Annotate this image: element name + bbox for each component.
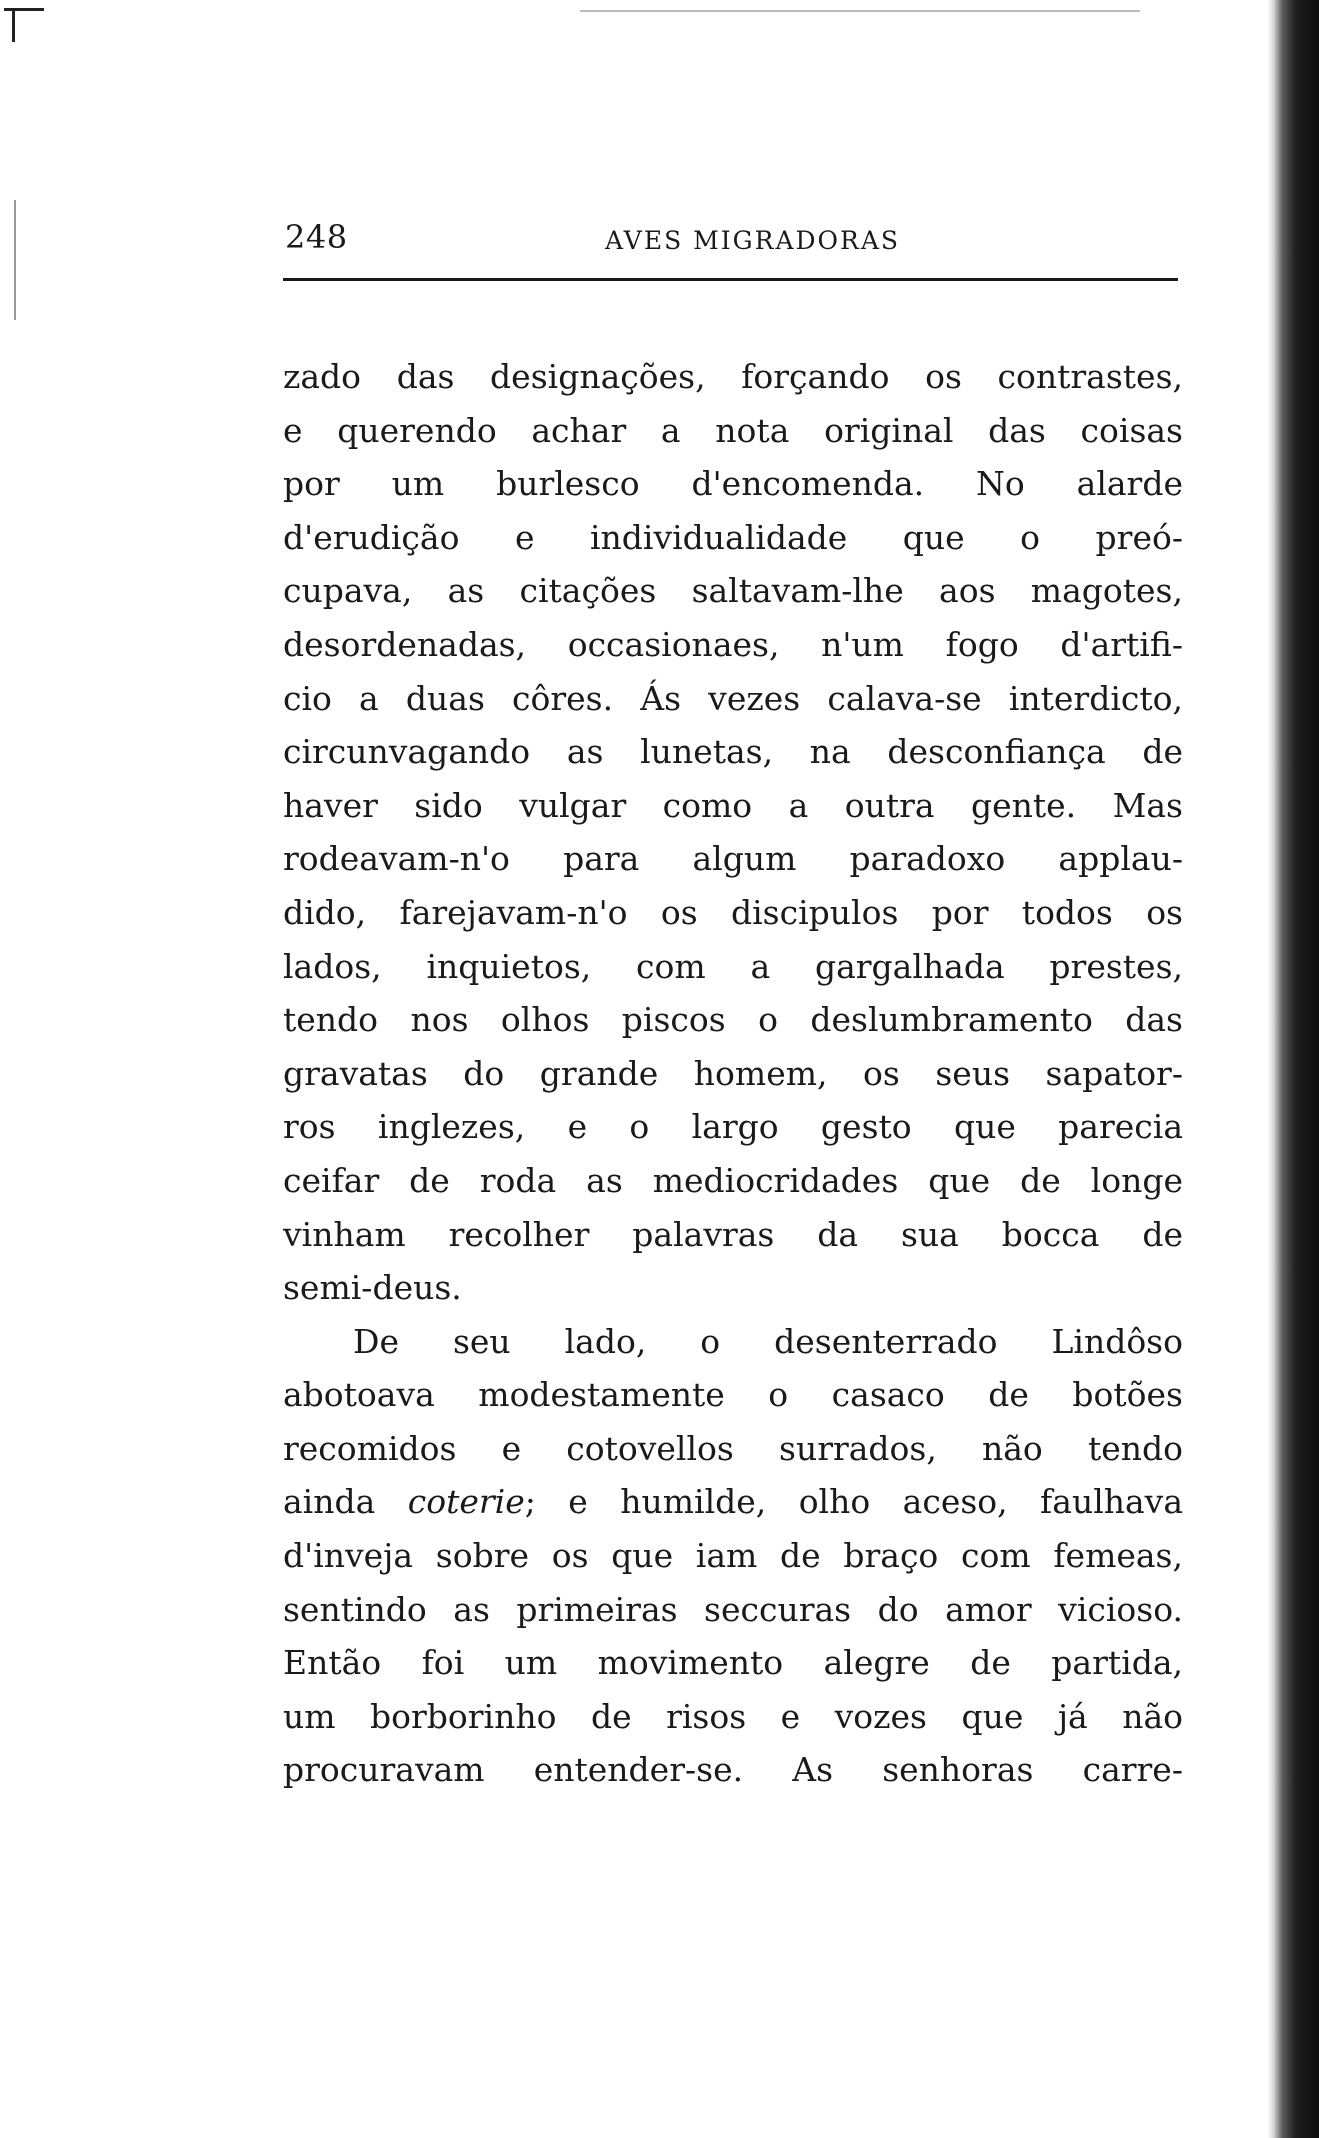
text-segment: ; e humilde, olho aceso, faulhava [524,1482,1184,1522]
text-line: vinham recolher palavras da sua bocca de [283,1214,1183,1254]
page-header [285,218,1185,262]
text-line: zado das designações, forçando os contrastes, [283,357,1183,396]
text-line: haver sido vulgar como a outra gente. Mas [283,785,1183,825]
text-line: ros inglezes, e o largo gesto que parecia [283,1107,1183,1147]
text-line: circunvagando as lunetas, na desconfiança de [283,732,1183,772]
text-line: e querendo achar a nota original das coisas [283,410,1183,450]
left-margin-mark [14,200,16,320]
text-line-paragraph-start: De seu lado, o desenterrado Lindôso [353,1321,1183,1361]
header-rule [283,278,1178,281]
text-line: lados, inquietos, com a gargalhada prestes, [283,946,1183,986]
text-line: cupava, as citações saltavam-lhe aos magotes, [283,571,1183,611]
text-line: por um burlesco d'encomenda. No alarde [283,464,1183,504]
book-binding-edge [1267,0,1319,2138]
text-line: tendo nos olhos piscos o deslumbramento das [283,1000,1183,1040]
text-line: d'erudição e individualidade que o preó- [283,517,1183,557]
text-line: procuravam entender-se. As senhoras carre- [283,1750,1183,1790]
text-line: cio a duas côres. Ás vezes calava-se interdicto, [283,678,1183,718]
text-line-paragraph-end: semi-deus. [283,1268,462,1308]
text-line: dido, farejavam-n'o os discipulos por todos os [283,892,1183,932]
crop-mark-vertical [12,8,15,42]
text-line: desordenadas, occasionaes, n'um fogo d'artifi- [283,624,1183,664]
corner-crop-mark [0,0,48,48]
italic-term: coterie [407,1482,525,1522]
text-line: Então foi um movimento alegre de partida, [283,1643,1183,1683]
text-line: gravatas do grande homem, os seus sapator- [283,1053,1183,1093]
body-text [283,350,1183,1797]
text-line: rodeavam-n'o para algum paradoxo applau- [283,839,1183,879]
text-line: ceifar de roda as mediocridades que de longe [283,1160,1183,1200]
page-number: 248 [285,218,348,256]
text-line: sentindo as primeiras seccuras do amor vicioso. [283,1589,1183,1629]
text-line-with-italic [283,1475,1183,1529]
text-line: d'inveja sobre os que iam de braço com femeas, [283,1536,1183,1576]
text-segment: ainda [283,1482,408,1522]
top-edge-mark [580,10,1140,12]
text-line: recomidos e cotovellos surrados, não tendo [283,1428,1183,1468]
text-line: um borborinho de risos e vozes que já não [283,1696,1183,1736]
running-title: AVES MIGRADORAS [605,226,901,255]
crop-mark-horizontal [4,8,44,11]
text-line: abotoava modestamente o casaco de botões [283,1375,1183,1415]
